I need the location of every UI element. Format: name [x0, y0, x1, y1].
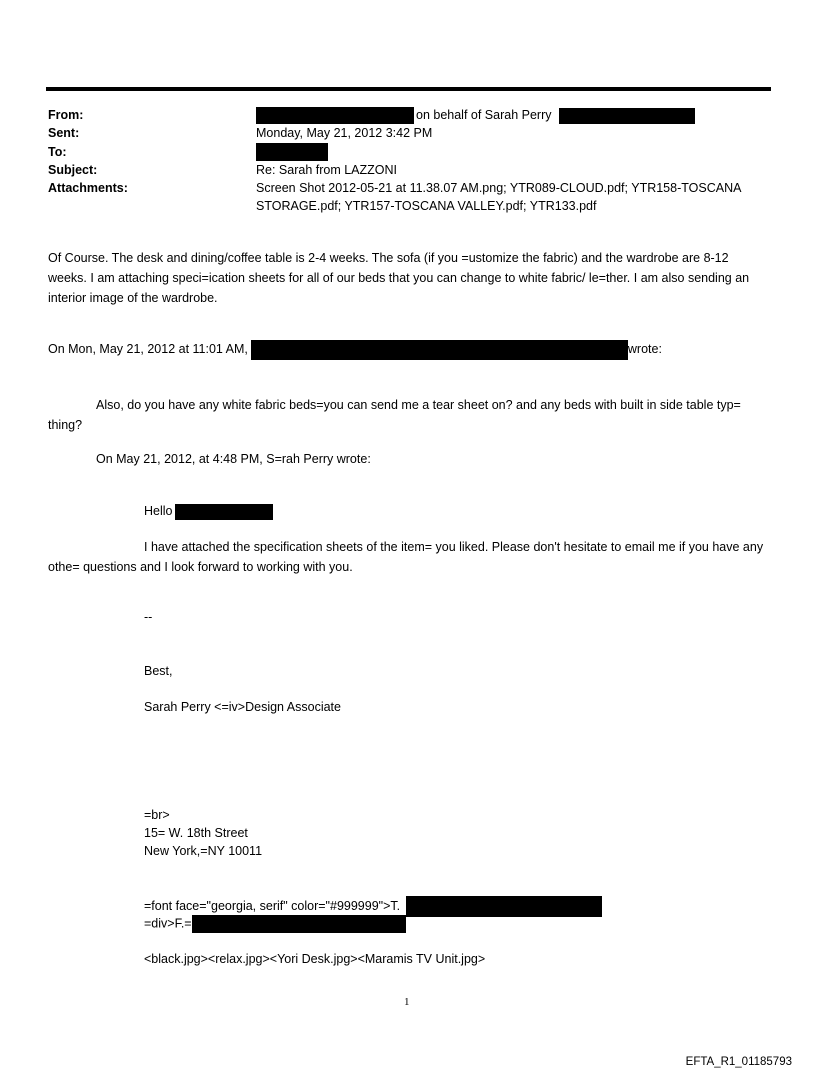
redaction-block	[192, 915, 406, 933]
street-line: 15= W. 18th Street	[144, 826, 248, 840]
header-rule	[46, 87, 771, 91]
on-may-line: On May 21, 2012, at 4:48 PM, S=rah Perry wrote:	[96, 452, 371, 466]
redaction-block	[406, 896, 602, 917]
attachments-value-line2: STORAGE.pdf; YTR157-TOSCANA VALLEY.pdf; YTR133.pdf	[256, 199, 597, 213]
subject-label: Subject:	[48, 163, 98, 177]
on-mon-prefix: On Mon, May 21, 2012 at 11:01 AM,	[48, 342, 248, 356]
attached-paragraph: I have attached the specification sheets of the item= you liked. Please don't hesitate to email me if you have any othe= questions and I look forward to working with you.	[48, 540, 764, 574]
div-line-text: =div>F.=	[144, 916, 192, 931]
images-line: <black.jpg><relax.jpg><Yori Desk.jpg><Maramis TV Unit.jpg>	[144, 952, 486, 966]
redaction-block	[256, 143, 328, 161]
font-line	[144, 896, 602, 917]
redaction-block	[175, 504, 273, 520]
font-line-text: =font face="georgia, serif" color="#999999">T.	[144, 898, 401, 913]
to-label: To:	[48, 145, 67, 159]
from-label: From:	[48, 108, 84, 122]
attachments-label: Attachments:	[48, 181, 128, 195]
on-mon-suffix: wrote:	[627, 342, 662, 356]
subject-value: Re: Sarah from LAZZONI	[256, 163, 398, 177]
redaction-block	[251, 340, 628, 360]
document-id: EFTA_R1_01185793	[685, 1056, 792, 1068]
hello-line	[144, 501, 273, 521]
sent-label: Sent:	[48, 126, 80, 140]
on-mon-line	[48, 339, 662, 360]
from-value-row	[256, 106, 695, 124]
div-line	[144, 915, 406, 933]
to-value-row	[256, 142, 328, 161]
best-line: Best,	[144, 664, 173, 678]
page-number: 1	[404, 996, 410, 1008]
also-paragraph: Also, do you have any white fabric beds=you can send me a tear sheet on? and any beds with built in side table typ= thing?	[48, 398, 741, 432]
city-line: New York,=NY 10011	[144, 844, 263, 858]
redaction-block	[559, 108, 695, 124]
attachments-value-line1: Screen Shot 2012-05-21 at 11.38.07 AM.png; YTR089-CLOUD.pdf; YTR158-TOSCANA	[256, 181, 742, 195]
sent-value: Monday, May 21, 2012 3:42 PM	[256, 126, 433, 140]
from-value: on behalf of Sarah Perry	[416, 108, 552, 122]
hello-text: Hello	[144, 504, 173, 518]
signature-line: Sarah Perry <=iv>Design Associate	[144, 700, 341, 714]
redaction-block	[256, 107, 414, 124]
reply-paragraph: Of Course. The desk and dining/coffee table is 2-4 weeks. The sofa (if you =ustomize the fabric) and the wardrobe are 8-12 weeks. I am attaching speci=ication sheets for all of our beds that you can change to white fabric/ le=ther. I am also sending an interior image of the wardrobe.	[48, 251, 750, 305]
dashes: --	[144, 610, 153, 624]
br-line: =br>	[144, 808, 170, 822]
